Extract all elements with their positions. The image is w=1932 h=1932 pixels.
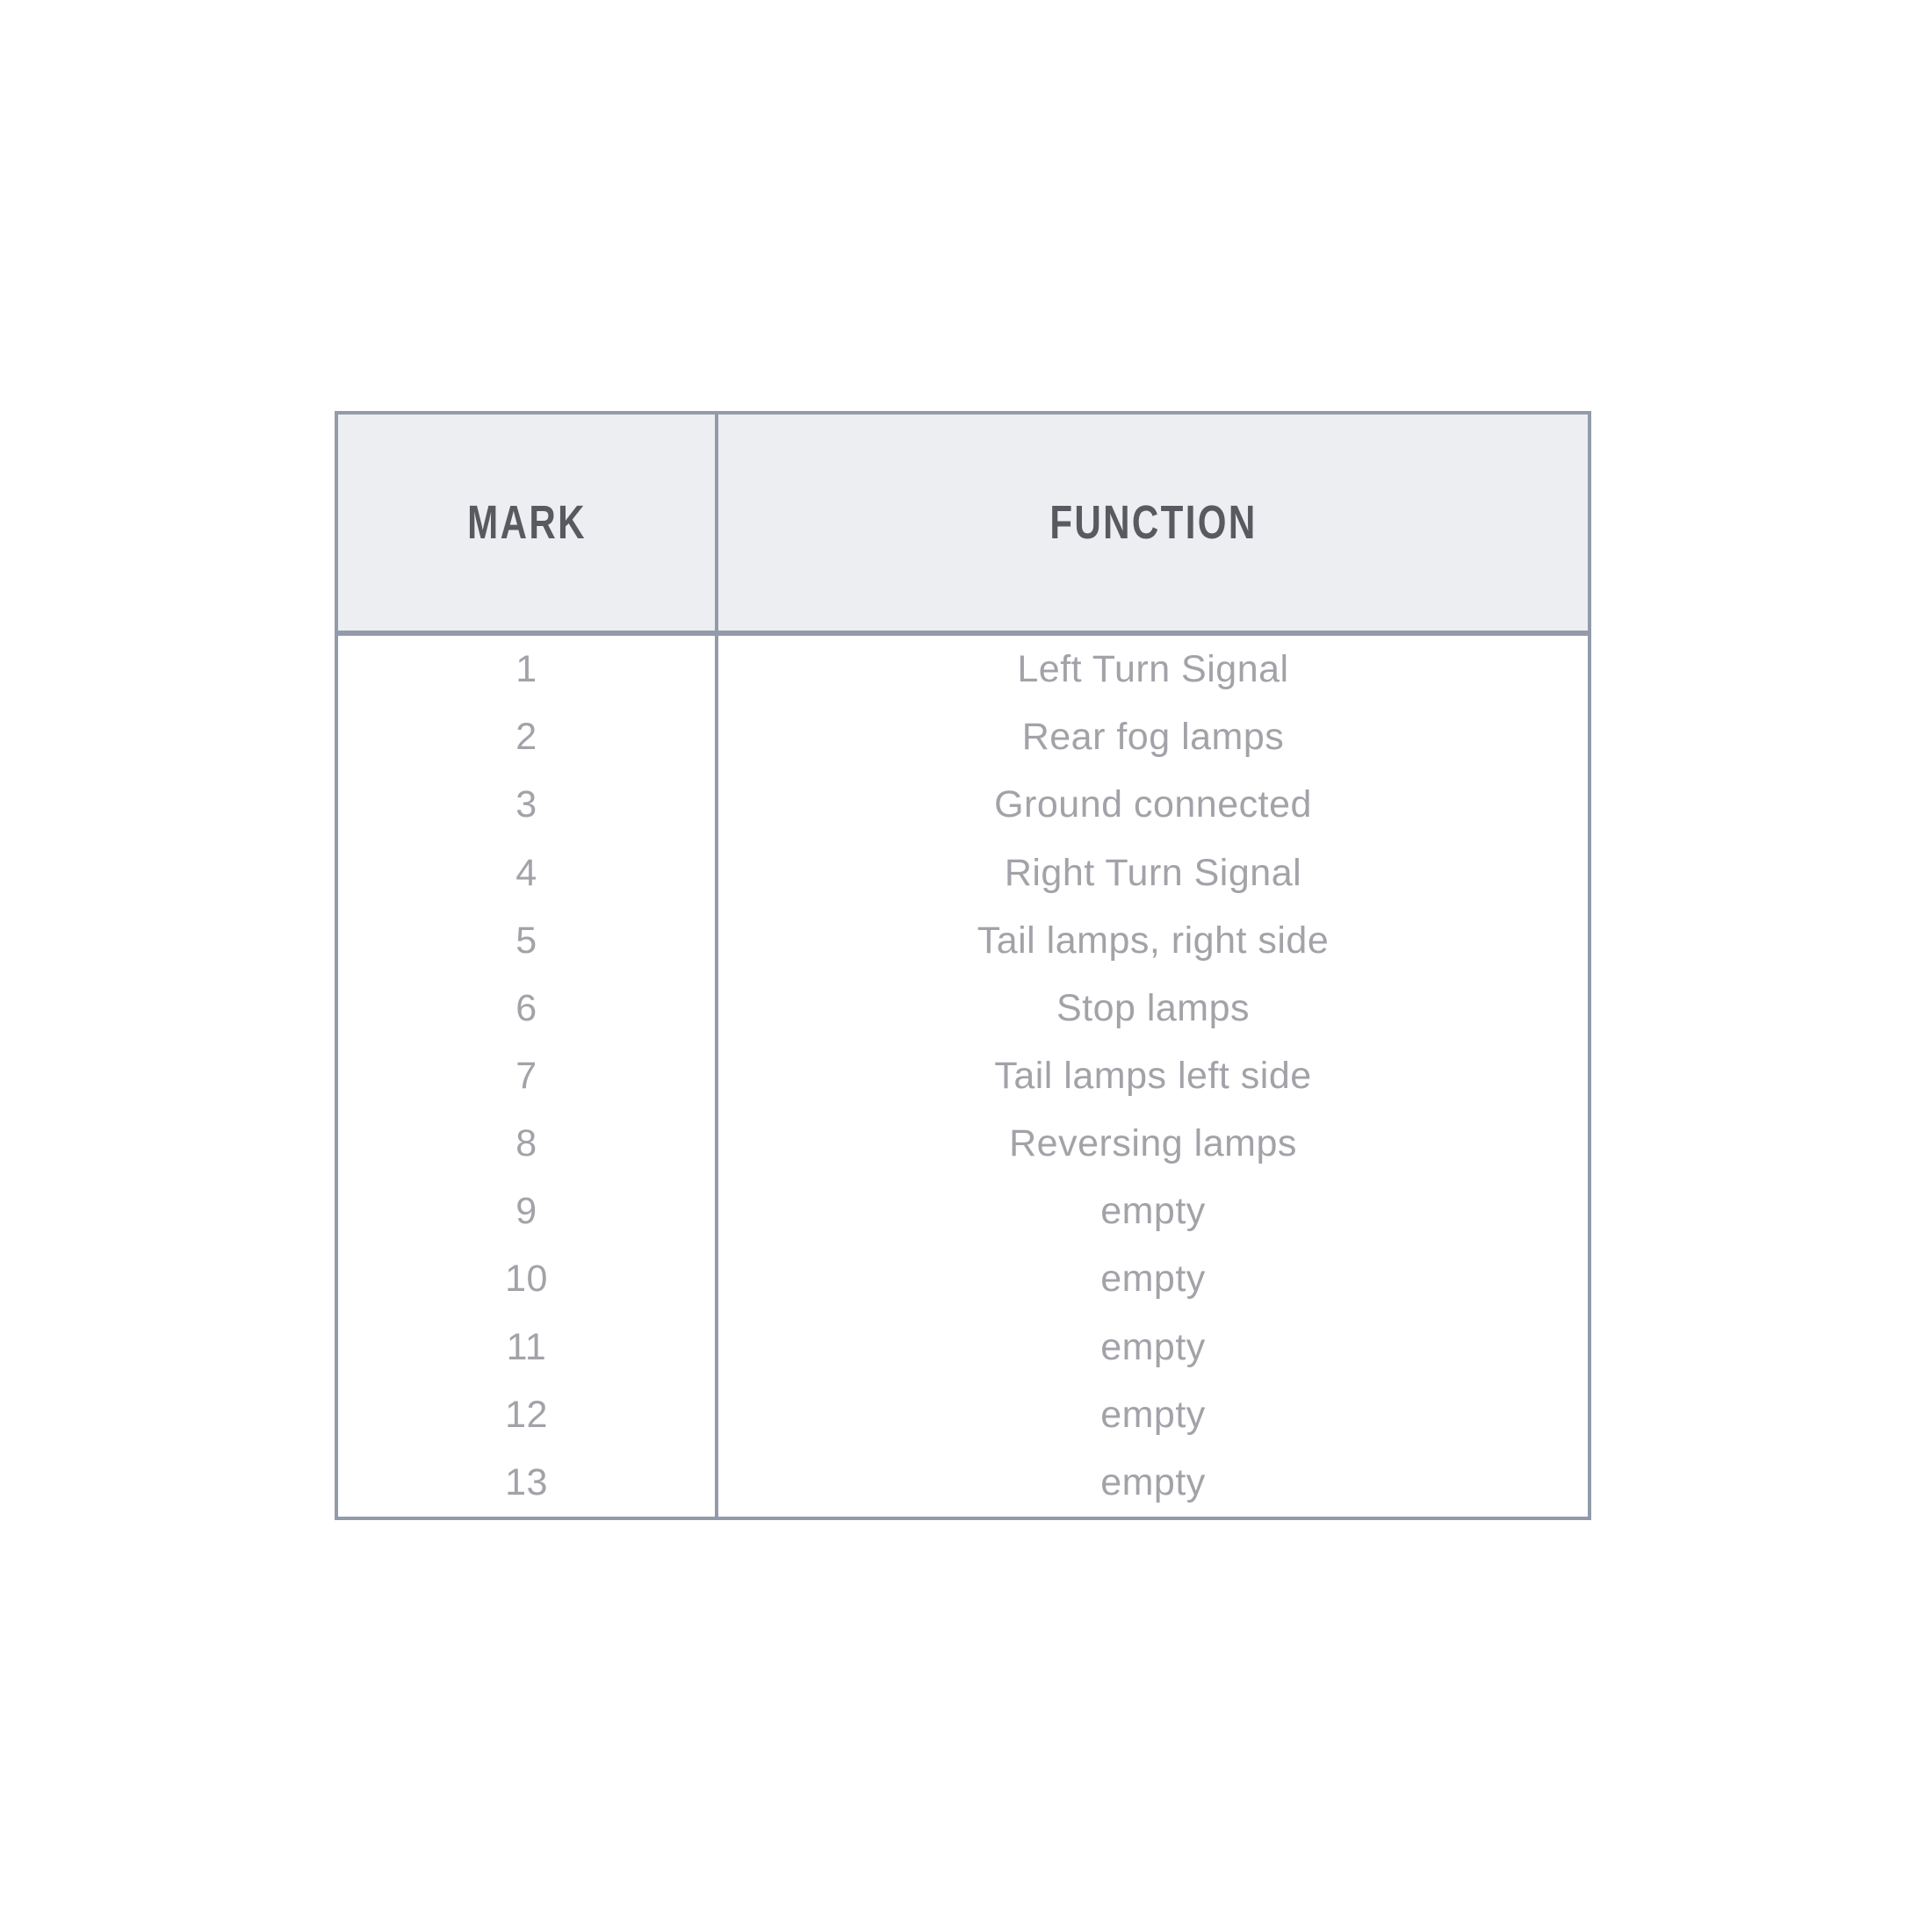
table-row [338, 636, 1588, 703]
table-header-row [338, 415, 1588, 636]
pinout-table [335, 411, 1591, 1520]
table-row [338, 975, 1588, 1042]
function-cell: empty [1100, 1460, 1206, 1503]
table-row [338, 1245, 1588, 1313]
mark-cell: 7 [338, 1042, 718, 1110]
table-row [338, 771, 1588, 839]
mark-cell: 5 [338, 907, 718, 975]
table-row [338, 703, 1588, 771]
table-body [338, 636, 1588, 1517]
function-cell: empty [1100, 1325, 1206, 1368]
function-cell: Tail lamps, right side [977, 919, 1330, 962]
mark-cell: 13 [338, 1449, 718, 1517]
function-cell: empty [1100, 1393, 1206, 1436]
function-cell: Rear fog lamps [1021, 716, 1285, 759]
table-row [338, 839, 1588, 906]
function-cell: Left Turn Signal [1017, 648, 1289, 691]
function-cell: empty [1100, 1258, 1206, 1301]
column-header-mark-label: MARK [466, 496, 587, 549]
mark-cell: 1 [338, 636, 718, 703]
mark-cell: 8 [338, 1110, 718, 1178]
table-row [338, 907, 1588, 975]
function-cell: empty [1100, 1190, 1206, 1233]
mark-cell: 3 [338, 771, 718, 839]
mark-cell: 10 [338, 1245, 718, 1313]
table-row [338, 1314, 1588, 1381]
mark-cell: 4 [338, 839, 718, 906]
table-row [338, 1110, 1588, 1178]
table-row [338, 1449, 1588, 1517]
column-header-function [718, 415, 1588, 631]
function-cell: Tail lamps left side [994, 1055, 1312, 1098]
function-cell: Ground connected [994, 783, 1312, 826]
column-header-mark [338, 415, 718, 631]
column-header-function-label: FUNCTION [1049, 496, 1258, 549]
table-row [338, 1178, 1588, 1245]
mark-cell: 9 [338, 1178, 718, 1245]
mark-cell: 12 [338, 1381, 718, 1449]
function-cell: Right Turn Signal [1004, 851, 1302, 894]
function-cell: Reversing lamps [1009, 1122, 1297, 1165]
function-cell: Stop lamps [1056, 986, 1251, 1029]
table-row [338, 1381, 1588, 1449]
mark-cell: 2 [338, 703, 718, 771]
mark-cell: 6 [338, 975, 718, 1042]
table-row [338, 1042, 1588, 1110]
mark-cell: 11 [338, 1314, 718, 1381]
